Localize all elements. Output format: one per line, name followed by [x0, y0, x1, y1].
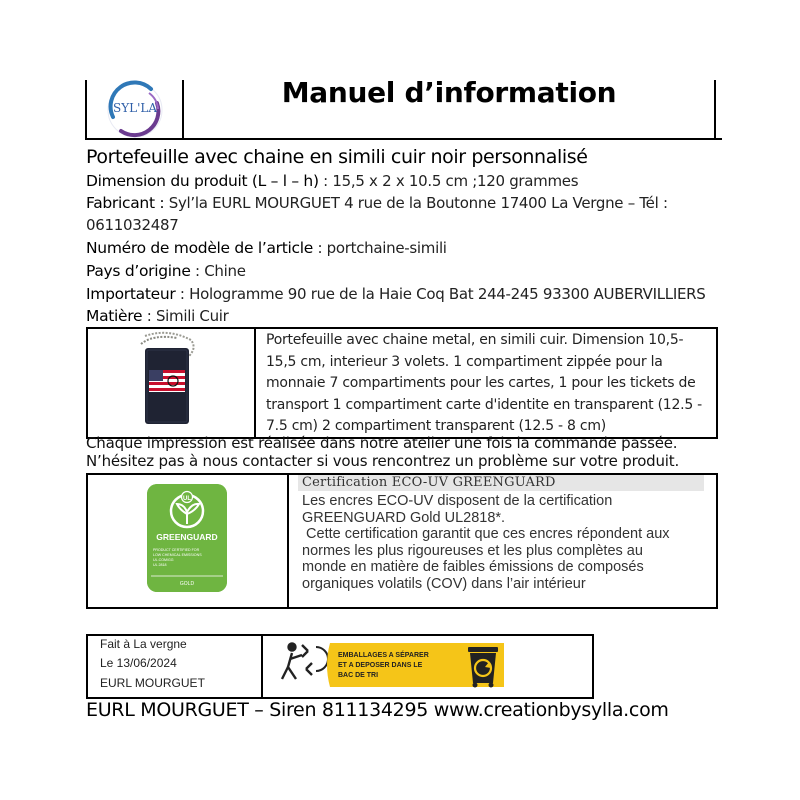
signature-company: EURL MOURGUET [100, 676, 205, 690]
signature-date: Le 13/06/2024 [100, 656, 177, 670]
description-line: transport 1 compartiment carte d'identite en transparent (12.5 - [266, 396, 702, 413]
manufacturer-phone: 0611032487 [86, 216, 179, 234]
syl-la-logo [99, 79, 171, 139]
document-title: Manuel d’information [281, 76, 617, 109]
importer-line [86, 285, 706, 303]
certification-line: organiques volatils (COV) dans l’air intérieur [302, 575, 586, 592]
greenguard-badge-title: GREENGUARD [156, 532, 218, 542]
wallet-product-image [133, 330, 203, 428]
dimension-line [86, 172, 578, 190]
origin-line [86, 262, 246, 280]
origin-label: Pays d’origine [86, 262, 191, 280]
triman-text-line2: ET A DEPOSER DANS LE [338, 662, 423, 669]
company-siren-footer: EURL MOURGUET – Siren 811134295 www.creationbysylla.com [86, 699, 669, 721]
material-label: Matière [86, 307, 143, 325]
model-line [86, 239, 447, 257]
header-right-border [714, 80, 716, 140]
certification-text [302, 493, 712, 592]
model-label: Numéro de modèle de l’article [86, 239, 313, 257]
svg-text:PRODUCT CERTIFIED FOR: PRODUCT CERTIFIED FOR [153, 548, 200, 552]
origin-value: : Chine [190, 262, 246, 280]
certification-heading: Certification ECO-UV GREENGUARD [298, 475, 704, 491]
header-bottom-border [85, 138, 722, 140]
manufacturer-label: Fabricant : [86, 194, 165, 212]
triman-recycling-logo [276, 637, 516, 692]
description-divider [254, 327, 256, 437]
product-title: Portefeuille avec chaine en simili cuir noir personnalisé [86, 146, 588, 168]
ul-mark: UL [183, 496, 191, 502]
material-value: : Simili Cuir [142, 307, 229, 325]
signature-divider [261, 634, 263, 697]
header-left-border [85, 80, 87, 140]
note-contact: N’hésitez pas à nous contacter si vous rencontrez un problème sur votre produit. [86, 452, 680, 470]
certification-line: Cette certification garantit que ces encres répondent aux [302, 526, 670, 542]
dimension-label: Dimension du produit (L – l – h) [86, 172, 319, 190]
svg-text:UL 2818: UL 2818 [153, 563, 167, 567]
svg-text:LOW CHEMICAL EMISSIONS: LOW CHEMICAL EMISSIONS [153, 553, 202, 557]
manufacturer-line [86, 194, 668, 212]
manufacturer-value: Syl’la EURL MOURGUET 4 rue de la Boutonne 17400 La Vergne – Tél : [164, 194, 668, 212]
description-text [266, 330, 706, 438]
description-line: Portefeuille avec chaine metal, en simili cuir. Dimension 10,5- [266, 332, 684, 348]
importer-value: : Hologramme 90 rue de la Haie Coq Bat 244-245 93300 AUBERVILLIERS [175, 285, 706, 303]
importer-label: Importateur [86, 285, 176, 303]
material-line [86, 307, 229, 325]
dimension-value: : 15,5 x 2 x 10.5 cm ;120 grammes [318, 172, 579, 190]
signature-place: Fait à La vergne [100, 637, 187, 651]
model-value: : portchaine-simili [312, 239, 447, 257]
triman-text-line1: EMBALLAGES A SÉPARER [338, 652, 429, 659]
triman-icon [282, 644, 328, 680]
certification-line: Les encres ECO-UV disposent de la certification [302, 493, 613, 509]
certification-divider [287, 473, 289, 607]
greenguard-gold-label: GOLD [179, 581, 195, 587]
triman-text-line3: BAC DE TRI [338, 672, 379, 679]
manufacturer-phone-line [86, 216, 178, 234]
certification-line: GREENGUARD Gold UL2818*. [302, 509, 506, 526]
logo-text: SYL'LA [112, 101, 158, 115]
greenguard-badge [147, 484, 227, 592]
description-line: monnaie 7 compartiments pour les cartes, 1 pour les tickets de [266, 375, 696, 391]
certification-line: monde en matière de faibles émissions de composés [302, 559, 644, 575]
svg-text:UL.COM/GG: UL.COM/GG [153, 558, 174, 562]
certification-line: normes les plus rigoureuses et les plus complètes au [302, 542, 643, 559]
note-impression: Chaque impression est réalisée dans notre atelier une fois la commande passée. [86, 434, 678, 452]
description-line: 15,5 cm, interieur 3 volets. 1 compartiment zippée pour la [266, 353, 663, 370]
description-line: 7.5 cm) 2 compartiment transparent (12.5 - 8 cm) [266, 418, 606, 434]
